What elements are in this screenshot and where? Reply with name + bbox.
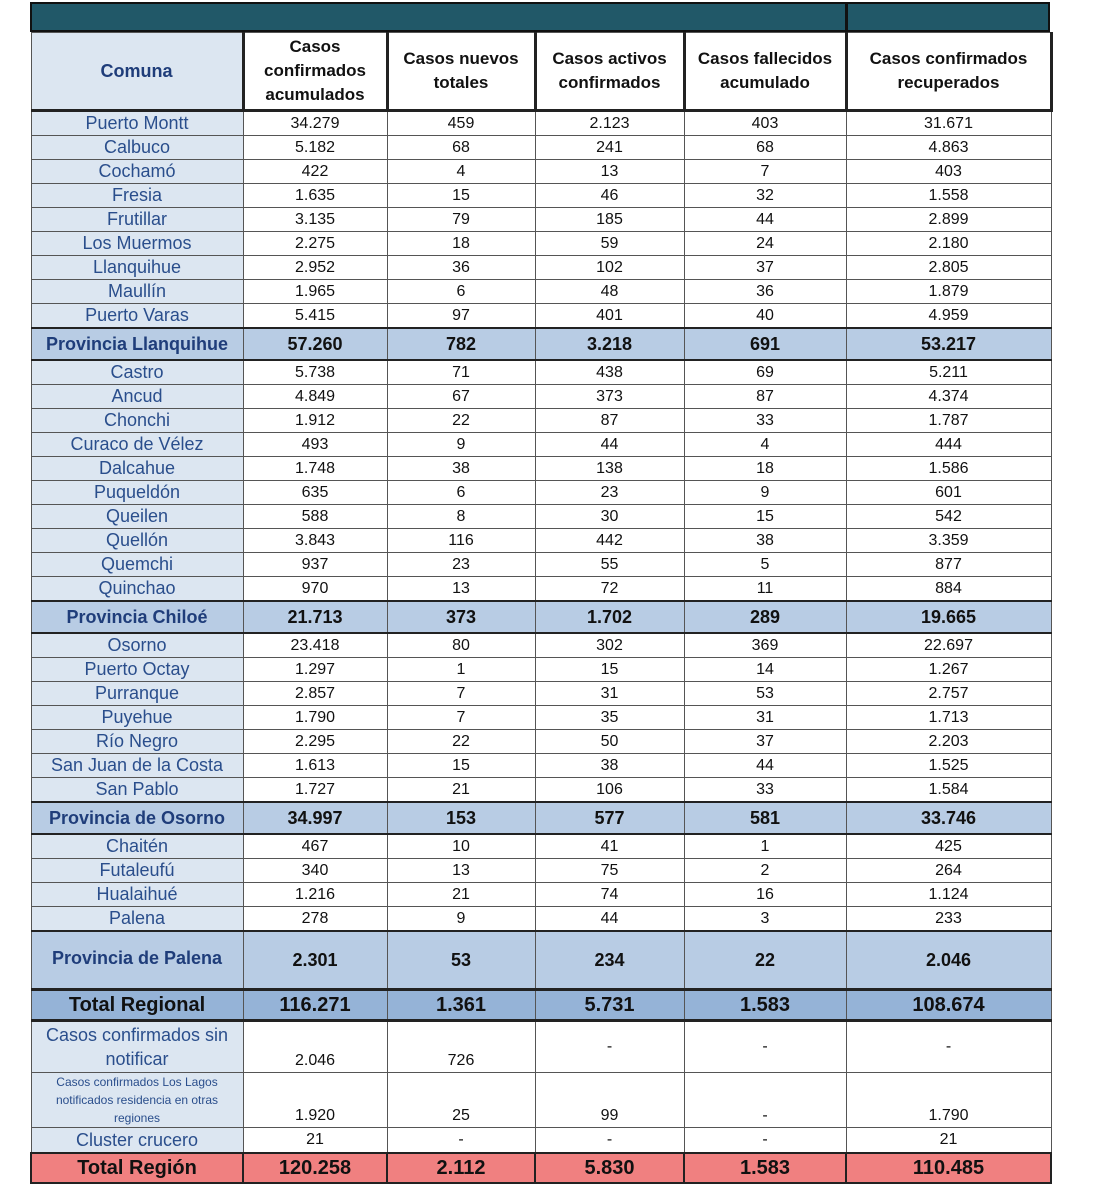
cell-recuperados: 444 — [846, 433, 1051, 457]
cell-nuevos-totales: 15 — [387, 754, 535, 778]
cell-nuevos-totales: 68 — [387, 136, 535, 160]
cell-recuperados: 1.790 — [846, 1073, 1051, 1128]
cell-fallecidos-acumulado: 33 — [684, 778, 846, 803]
cell-recuperados: 4.863 — [846, 136, 1051, 160]
cell-activos-confirmados: 577 — [535, 802, 684, 834]
cell-confirmados-acumulados: 1.635 — [243, 184, 387, 208]
cell-comuna: Río Negro — [31, 730, 243, 754]
header-nuevos-totales: Casos nuevos totales — [387, 33, 535, 111]
report-page — [30, 2, 1050, 1184]
cell-activos-confirmados: 31 — [535, 682, 684, 706]
cell-activos-confirmados: 373 — [535, 385, 684, 409]
cell-confirmados-acumulados: 278 — [243, 907, 387, 932]
cell-fallecidos-acumulado: 9 — [684, 481, 846, 505]
cell-fallecidos-acumulado: 33 — [684, 409, 846, 433]
cell-activos-confirmados: 1.702 — [535, 601, 684, 633]
cell-comuna: Chaitén — [31, 834, 243, 859]
cell-recuperados: 22.697 — [846, 633, 1051, 658]
header-confirmados-acumulados: Casos confirmados acumulados — [243, 33, 387, 111]
cell-comuna: San Juan de la Costa — [31, 754, 243, 778]
cell-nuevos-totales: 97 — [387, 304, 535, 329]
cell-nuevos-totales: 18 — [387, 232, 535, 256]
cell-confirmados-acumulados: 120.258 — [243, 1153, 387, 1183]
header-activos-confirmados: Casos activos confirmados — [535, 33, 684, 111]
cell-recuperados: 425 — [846, 834, 1051, 859]
cell-nuevos-totales: 6 — [387, 481, 535, 505]
cell-confirmados-acumulados: 2.046 — [243, 1021, 387, 1073]
cell-comuna: Puerto Varas — [31, 304, 243, 329]
cell-fallecidos-acumulado: 1.583 — [684, 1153, 846, 1183]
cell-comuna: Casos confirmados Los Lagos notificados residencia en otras regiones — [31, 1073, 243, 1128]
cell-fallecidos-acumulado: 22 — [684, 931, 846, 990]
cell-fallecidos-acumulado: 4 — [684, 433, 846, 457]
table-row — [31, 505, 1051, 529]
cell-recuperados: 1.879 — [846, 280, 1051, 304]
cell-activos-confirmados: 41 — [535, 834, 684, 859]
cell-activos-confirmados: 106 — [535, 778, 684, 803]
table-row — [31, 184, 1051, 208]
table-row — [31, 859, 1051, 883]
cell-activos-confirmados: 3.218 — [535, 328, 684, 360]
table-row — [31, 111, 1051, 136]
cell-fallecidos-acumulado: 7 — [684, 160, 846, 184]
cell-activos-confirmados: 87 — [535, 409, 684, 433]
cell-activos-confirmados: 438 — [535, 360, 684, 385]
cell-fallecidos-acumulado: 44 — [684, 754, 846, 778]
cell-nuevos-totales: 9 — [387, 433, 535, 457]
cell-activos-confirmados: 185 — [535, 208, 684, 232]
cell-comuna: Puyehue — [31, 706, 243, 730]
total-regional-row — [31, 990, 1051, 1021]
province-subtotal-row — [31, 328, 1051, 360]
cell-activos-confirmados: 59 — [535, 232, 684, 256]
cell-recuperados: 884 — [846, 577, 1051, 602]
cell-activos-confirmados: 30 — [535, 505, 684, 529]
table-row — [31, 834, 1051, 859]
cell-recuperados: 1.124 — [846, 883, 1051, 907]
header-row — [31, 33, 1051, 111]
cell-nuevos-totales: - — [387, 1128, 535, 1154]
cell-recuperados: 2.180 — [846, 232, 1051, 256]
cell-comuna: Llanquihue — [31, 256, 243, 280]
cell-activos-confirmados: 48 — [535, 280, 684, 304]
cell-comuna: Hualaihué — [31, 883, 243, 907]
cell-recuperados: 403 — [846, 160, 1051, 184]
cell-comuna: Fresia — [31, 184, 243, 208]
cell-confirmados-acumulados: 5.182 — [243, 136, 387, 160]
cell-fallecidos-acumulado: - — [684, 1021, 846, 1073]
province-subtotal-row — [31, 931, 1051, 990]
cell-recuperados: 21 — [846, 1128, 1051, 1154]
cell-fallecidos-acumulado: 32 — [684, 184, 846, 208]
table-row — [31, 136, 1051, 160]
cell-recuperados: 1.558 — [846, 184, 1051, 208]
cell-nuevos-totales: 9 — [387, 907, 535, 932]
cell-comuna: Curaco de Vélez — [31, 433, 243, 457]
cell-fallecidos-acumulado: 37 — [684, 256, 846, 280]
cell-confirmados-acumulados: 21.713 — [243, 601, 387, 633]
cell-activos-confirmados: 72 — [535, 577, 684, 602]
cell-fallecidos-acumulado: 18 — [684, 457, 846, 481]
cell-recuperados: 4.374 — [846, 385, 1051, 409]
cell-nuevos-totales: 4 — [387, 160, 535, 184]
cell-nuevos-totales: 782 — [387, 328, 535, 360]
cell-fallecidos-acumulado: 36 — [684, 280, 846, 304]
cell-nuevos-totales: 13 — [387, 577, 535, 602]
table-row — [31, 409, 1051, 433]
cell-comuna: Casos confirmados sin notificar — [31, 1021, 243, 1073]
cell-comuna: Dalcahue — [31, 457, 243, 481]
cell-activos-confirmados: 5.830 — [535, 1153, 684, 1183]
table-row — [31, 883, 1051, 907]
header-recuperados: Casos confirmados recuperados — [846, 33, 1051, 111]
cell-fallecidos-acumulado: 15 — [684, 505, 846, 529]
cell-confirmados-acumulados: 467 — [243, 834, 387, 859]
table-banner — [30, 2, 1050, 32]
cell-activos-confirmados: 44 — [535, 907, 684, 932]
cell-nuevos-totales: 53 — [387, 931, 535, 990]
cell-fallecidos-acumulado: 369 — [684, 633, 846, 658]
cell-nuevos-totales: 67 — [387, 385, 535, 409]
cell-activos-confirmados: 302 — [535, 633, 684, 658]
cell-confirmados-acumulados: 1.727 — [243, 778, 387, 803]
cell-fallecidos-acumulado: 5 — [684, 553, 846, 577]
cell-nuevos-totales: 1.361 — [387, 990, 535, 1021]
cell-confirmados-acumulados: 2.275 — [243, 232, 387, 256]
table-row — [31, 778, 1051, 803]
cell-activos-confirmados: 234 — [535, 931, 684, 990]
cell-confirmados-acumulados: 937 — [243, 553, 387, 577]
cell-activos-confirmados: 2.123 — [535, 111, 684, 136]
cell-activos-confirmados: 241 — [535, 136, 684, 160]
cell-recuperados: - — [846, 1021, 1051, 1073]
cell-activos-confirmados: 74 — [535, 883, 684, 907]
cell-recuperados: 264 — [846, 859, 1051, 883]
cell-nuevos-totales: 36 — [387, 256, 535, 280]
cell-fallecidos-acumulado: 87 — [684, 385, 846, 409]
cell-fallecidos-acumulado: 53 — [684, 682, 846, 706]
banner-right — [848, 4, 1048, 30]
cell-recuperados: 2.899 — [846, 208, 1051, 232]
cell-fallecidos-acumulado: 31 — [684, 706, 846, 730]
cell-comuna: Maullín — [31, 280, 243, 304]
cell-recuperados: 31.671 — [846, 111, 1051, 136]
cell-recuperados: 1.586 — [846, 457, 1051, 481]
cell-nuevos-totales: 8 — [387, 505, 535, 529]
header-fallecidos-acumulado: Casos fallecidos acumulado — [684, 33, 846, 111]
cell-nuevos-totales: 6 — [387, 280, 535, 304]
cell-confirmados-acumulados: 1.912 — [243, 409, 387, 433]
cell-recuperados: 1.787 — [846, 409, 1051, 433]
cell-confirmados-acumulados: 4.849 — [243, 385, 387, 409]
cell-activos-confirmados: - — [535, 1128, 684, 1154]
cell-comuna: Queilen — [31, 505, 243, 529]
cell-comuna: Futaleufú — [31, 859, 243, 883]
cell-recuperados: 19.665 — [846, 601, 1051, 633]
cell-nuevos-totales: 459 — [387, 111, 535, 136]
table-row — [31, 706, 1051, 730]
cell-nuevos-totales: 116 — [387, 529, 535, 553]
cell-comuna: Quinchao — [31, 577, 243, 602]
cell-activos-confirmados: 5.731 — [535, 990, 684, 1021]
table-row — [31, 754, 1051, 778]
cell-confirmados-acumulados: 5.738 — [243, 360, 387, 385]
cell-nuevos-totales: 80 — [387, 633, 535, 658]
table-row — [31, 553, 1051, 577]
cell-activos-confirmados: 99 — [535, 1073, 684, 1128]
province-subtotal-row — [31, 802, 1051, 834]
cell-confirmados-acumulados: 588 — [243, 505, 387, 529]
cell-nuevos-totales: 79 — [387, 208, 535, 232]
cell-nuevos-totales: 7 — [387, 706, 535, 730]
cell-comuna: Quemchi — [31, 553, 243, 577]
table-row — [31, 907, 1051, 932]
cell-activos-confirmados: 55 — [535, 553, 684, 577]
table-row — [31, 433, 1051, 457]
cell-comuna: Provincia Llanquihue — [31, 328, 243, 360]
cell-activos-confirmados: 38 — [535, 754, 684, 778]
cell-comuna: Total Región — [31, 1153, 243, 1183]
cell-recuperados: 2.805 — [846, 256, 1051, 280]
cell-activos-confirmados: 442 — [535, 529, 684, 553]
cell-recuperados: 1.584 — [846, 778, 1051, 803]
cell-fallecidos-acumulado: 44 — [684, 208, 846, 232]
cell-nuevos-totales: 373 — [387, 601, 535, 633]
table-row — [31, 481, 1051, 505]
cell-fallecidos-acumulado: 24 — [684, 232, 846, 256]
cell-confirmados-acumulados: 116.271 — [243, 990, 387, 1021]
cell-confirmados-acumulados: 2.857 — [243, 682, 387, 706]
table-row — [31, 457, 1051, 481]
cell-comuna: Osorno — [31, 633, 243, 658]
cell-confirmados-acumulados: 21 — [243, 1128, 387, 1154]
cell-recuperados: 601 — [846, 481, 1051, 505]
cell-confirmados-acumulados: 635 — [243, 481, 387, 505]
cell-confirmados-acumulados: 1.790 — [243, 706, 387, 730]
table-row — [31, 577, 1051, 602]
cell-nuevos-totales: 7 — [387, 682, 535, 706]
table-row — [31, 304, 1051, 329]
cell-fallecidos-acumulado: 16 — [684, 883, 846, 907]
sin-notificar-row — [31, 1021, 1051, 1073]
cell-confirmados-acumulados: 1.748 — [243, 457, 387, 481]
cell-fallecidos-acumulado: 1 — [684, 834, 846, 859]
cell-recuperados: 2.757 — [846, 682, 1051, 706]
cell-fallecidos-acumulado: 2 — [684, 859, 846, 883]
cell-comuna: Total Regional — [31, 990, 243, 1021]
cell-comuna: Palena — [31, 907, 243, 932]
cell-fallecidos-acumulado: 3 — [684, 907, 846, 932]
cell-activos-confirmados: 23 — [535, 481, 684, 505]
cell-confirmados-acumulados: 34.997 — [243, 802, 387, 834]
cell-nuevos-totales: 1 — [387, 658, 535, 682]
cell-activos-confirmados: 35 — [535, 706, 684, 730]
cell-fallecidos-acumulado: - — [684, 1073, 846, 1128]
cell-comuna: Puerto Montt — [31, 111, 243, 136]
table-row — [31, 280, 1051, 304]
cell-nuevos-totales: 21 — [387, 883, 535, 907]
cell-recuperados: 233 — [846, 907, 1051, 932]
cell-confirmados-acumulados: 34.279 — [243, 111, 387, 136]
cell-comuna: Frutillar — [31, 208, 243, 232]
cell-confirmados-acumulados: 970 — [243, 577, 387, 602]
cell-nuevos-totales: 2.112 — [387, 1153, 535, 1183]
cell-recuperados: 53.217 — [846, 328, 1051, 360]
cell-fallecidos-acumulado: 11 — [684, 577, 846, 602]
cell-confirmados-acumulados: 493 — [243, 433, 387, 457]
table-body — [31, 111, 1051, 1184]
cell-comuna: Purranque — [31, 682, 243, 706]
cell-activos-confirmados: 102 — [535, 256, 684, 280]
otras-regiones-row — [31, 1073, 1051, 1128]
table-row — [31, 385, 1051, 409]
cell-fallecidos-acumulado: 289 — [684, 601, 846, 633]
cell-nuevos-totales: 15 — [387, 184, 535, 208]
cell-nuevos-totales: 71 — [387, 360, 535, 385]
cell-fallecidos-acumulado: 1.583 — [684, 990, 846, 1021]
table-row — [31, 208, 1051, 232]
cell-comuna: Quellón — [31, 529, 243, 553]
cell-recuperados: 5.211 — [846, 360, 1051, 385]
cell-fallecidos-acumulado: 40 — [684, 304, 846, 329]
cell-nuevos-totales: 22 — [387, 409, 535, 433]
cell-confirmados-acumulados: 2.295 — [243, 730, 387, 754]
cell-fallecidos-acumulado: 403 — [684, 111, 846, 136]
cell-confirmados-acumulados: 2.301 — [243, 931, 387, 990]
cell-comuna: Ancud — [31, 385, 243, 409]
cell-comuna: Cluster crucero — [31, 1128, 243, 1154]
cell-nuevos-totales: 10 — [387, 834, 535, 859]
cell-recuperados: 542 — [846, 505, 1051, 529]
cell-comuna: Chonchi — [31, 409, 243, 433]
cell-fallecidos-acumulado: 69 — [684, 360, 846, 385]
cell-comuna: Provincia de Palena — [31, 931, 243, 990]
header-comuna: Comuna — [31, 33, 243, 111]
cell-confirmados-acumulados: 422 — [243, 160, 387, 184]
cell-recuperados: 1.713 — [846, 706, 1051, 730]
cell-comuna: San Pablo — [31, 778, 243, 803]
cell-fallecidos-acumulado: 581 — [684, 802, 846, 834]
cell-nuevos-totales: 21 — [387, 778, 535, 803]
cell-fallecidos-acumulado: 37 — [684, 730, 846, 754]
cell-recuperados: 4.959 — [846, 304, 1051, 329]
cell-confirmados-acumulados: 3.843 — [243, 529, 387, 553]
table-row — [31, 160, 1051, 184]
cell-recuperados: 2.203 — [846, 730, 1051, 754]
cell-confirmados-acumulados: 57.260 — [243, 328, 387, 360]
banner-left — [32, 4, 848, 30]
province-subtotal-row — [31, 601, 1051, 633]
cell-comuna: Calbuco — [31, 136, 243, 160]
cell-comuna: Provincia de Osorno — [31, 802, 243, 834]
cell-confirmados-acumulados: 1.965 — [243, 280, 387, 304]
cell-comuna: Puqueldón — [31, 481, 243, 505]
cell-fallecidos-acumulado: 14 — [684, 658, 846, 682]
cell-recuperados: 1.267 — [846, 658, 1051, 682]
cell-recuperados: 2.046 — [846, 931, 1051, 990]
cell-activos-confirmados: 44 — [535, 433, 684, 457]
cell-nuevos-totales: 38 — [387, 457, 535, 481]
total-region-row — [31, 1153, 1051, 1183]
cell-recuperados: 108.674 — [846, 990, 1051, 1021]
cell-confirmados-acumulados: 2.952 — [243, 256, 387, 280]
cell-recuperados: 877 — [846, 553, 1051, 577]
cell-confirmados-acumulados: 340 — [243, 859, 387, 883]
cell-activos-confirmados: 46 — [535, 184, 684, 208]
cell-activos-confirmados: 401 — [535, 304, 684, 329]
cell-fallecidos-acumulado: 68 — [684, 136, 846, 160]
cell-recuperados: 3.359 — [846, 529, 1051, 553]
cell-confirmados-acumulados: 1.216 — [243, 883, 387, 907]
cell-confirmados-acumulados: 5.415 — [243, 304, 387, 329]
cell-activos-confirmados: 75 — [535, 859, 684, 883]
cell-recuperados: 110.485 — [846, 1153, 1051, 1183]
cell-confirmados-acumulados: 1.297 — [243, 658, 387, 682]
cell-fallecidos-acumulado: - — [684, 1128, 846, 1154]
cell-recuperados: 33.746 — [846, 802, 1051, 834]
cluster-crucero-row — [31, 1128, 1051, 1154]
table-row — [31, 658, 1051, 682]
cell-activos-confirmados: - — [535, 1021, 684, 1073]
table-row — [31, 360, 1051, 385]
cell-nuevos-totales: 13 — [387, 859, 535, 883]
cell-nuevos-totales: 22 — [387, 730, 535, 754]
cell-fallecidos-acumulado: 38 — [684, 529, 846, 553]
cell-comuna: Puerto Octay — [31, 658, 243, 682]
covid-cases-table — [30, 32, 1053, 1184]
cell-activos-confirmados: 50 — [535, 730, 684, 754]
cell-nuevos-totales: 726 — [387, 1021, 535, 1073]
cell-comuna: Provincia Chiloé — [31, 601, 243, 633]
table-row — [31, 682, 1051, 706]
cell-activos-confirmados: 13 — [535, 160, 684, 184]
cell-confirmados-acumulados: 1.920 — [243, 1073, 387, 1128]
cell-activos-confirmados: 138 — [535, 457, 684, 481]
cell-comuna: Cochamó — [31, 160, 243, 184]
cell-activos-confirmados: 15 — [535, 658, 684, 682]
table-row — [31, 232, 1051, 256]
cell-comuna: Los Muermos — [31, 232, 243, 256]
table-row — [31, 633, 1051, 658]
cell-nuevos-totales: 153 — [387, 802, 535, 834]
table-row — [31, 529, 1051, 553]
table-row — [31, 730, 1051, 754]
cell-confirmados-acumulados: 1.613 — [243, 754, 387, 778]
cell-fallecidos-acumulado: 691 — [684, 328, 846, 360]
cell-confirmados-acumulados: 3.135 — [243, 208, 387, 232]
cell-recuperados: 1.525 — [846, 754, 1051, 778]
cell-comuna: Castro — [31, 360, 243, 385]
cell-nuevos-totales: 25 — [387, 1073, 535, 1128]
cell-confirmados-acumulados: 23.418 — [243, 633, 387, 658]
cell-nuevos-totales: 23 — [387, 553, 535, 577]
table-row — [31, 256, 1051, 280]
